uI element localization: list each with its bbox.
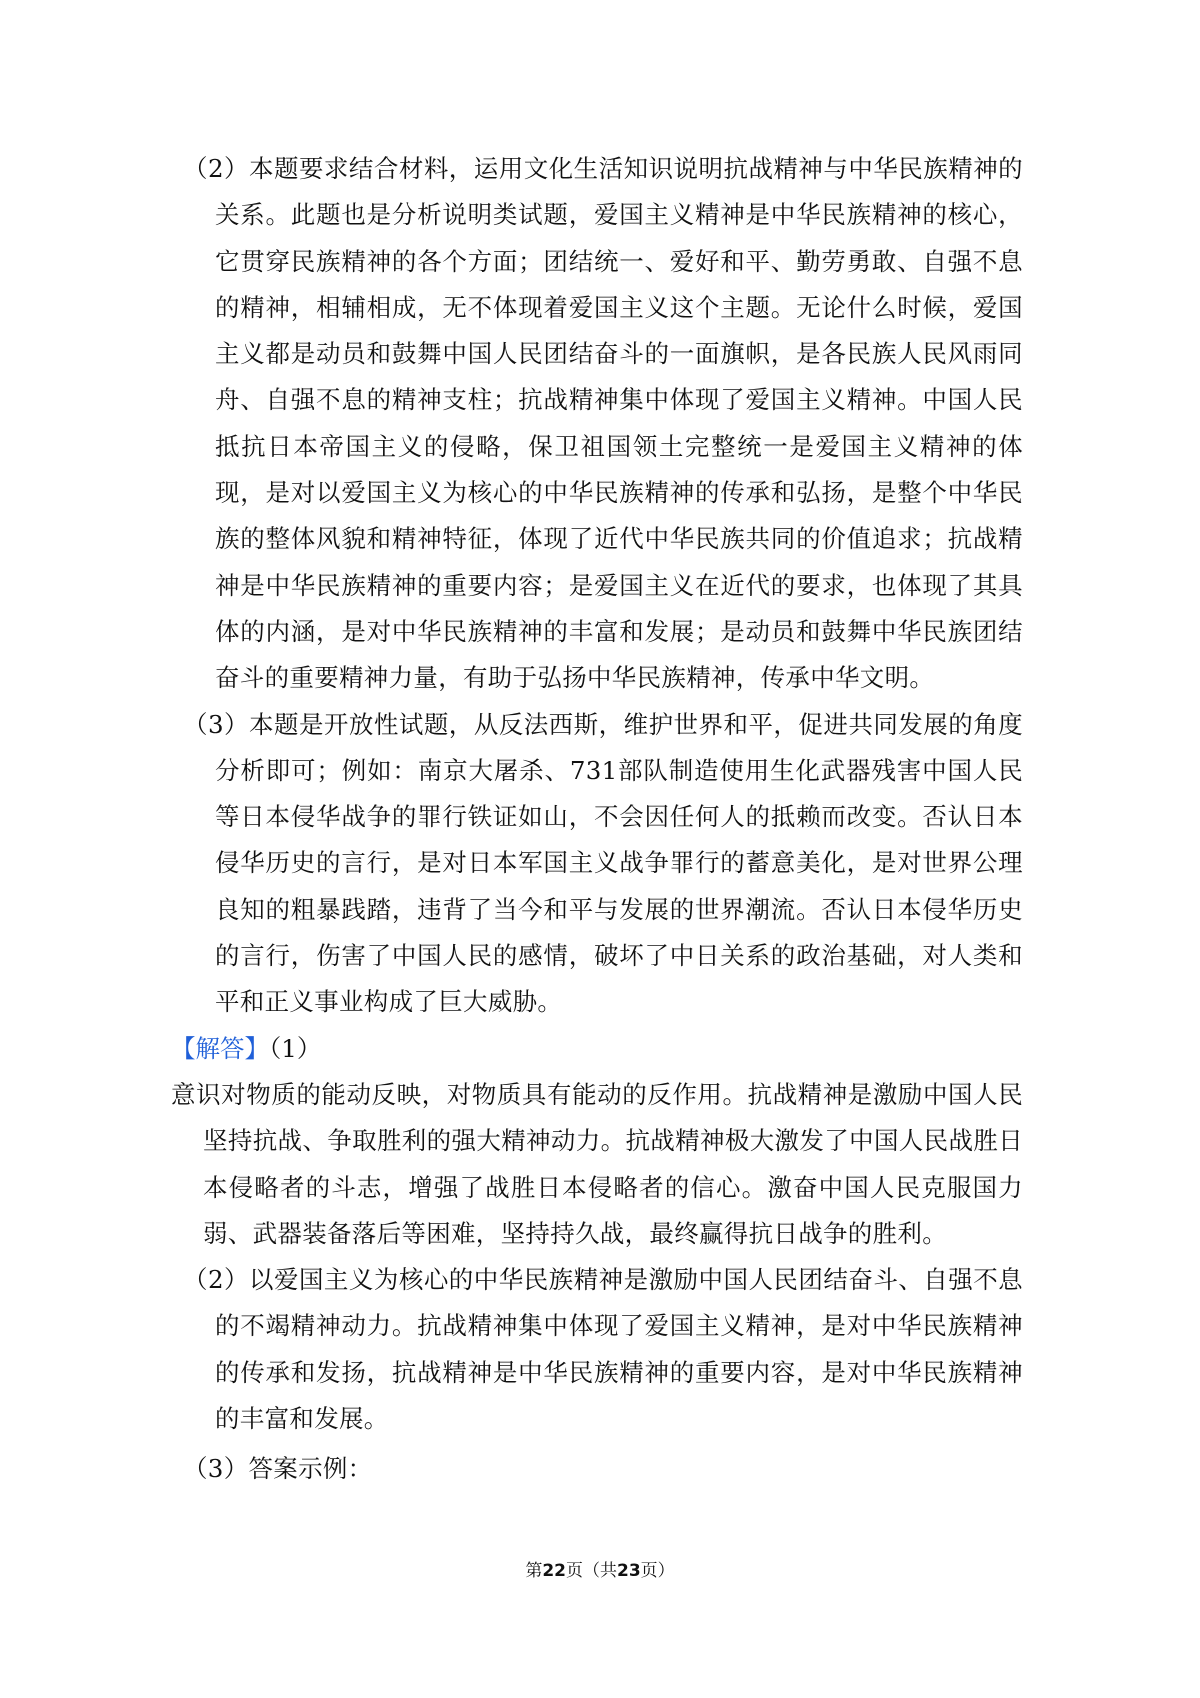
- analysis-paragraph-3: （3）本题是开放性试题，从反法西斯，维护世界和平，促进共同发展的角度分析即可；例如：南京大屠杀、731部队制造使用生化武器残害中国人民等日本侵华战争的罪行铁证如山，不会因任何人的抵赖而改变。否认日本侵华历史的言行，是对日本军国主义战争罪行的蓄意美化，是对世界公理良知的粗暴践踏，违背了当今和平与发展的世界潮流。否认日本侵华历史的言行，伤害了中国人民的感情，破坏了中日关系的政治基础，对人类和平和正义事业构成了巨大威胁。: [183, 709, 1023, 1017]
- answer-heading: [171, 1026, 1023, 1072]
- answer-paragraph-2: （2）以爱国主义为核心的中华民族精神是激励中国人民团结奋斗、自强不息的不竭精神动力。抗战精神集中体现了爱国主义精神，是对中华民族精神的传承和发扬，抗战精神是中华民族精神的重要内容，是对中华民族精神的丰富和发展。: [183, 1265, 1023, 1434]
- footer-page-number: 22: [542, 1561, 566, 1581]
- footer-middle: 页（共: [566, 1561, 617, 1581]
- page-footer: [0, 1556, 1200, 1581]
- answer-label: 【解答】: [171, 1033, 269, 1063]
- footer-total-pages: 23: [617, 1561, 641, 1581]
- answer-label-number: （1）: [269, 1033, 322, 1063]
- analysis-paragraph-2: （2）本题要求结合材料，运用文化生活知识说明抗战精神与中华民族精神的关系。此题也是分析说明类试题，爱国主义精神是中华民族精神的核心，它贯穿民族精神的各个方面；团结统一、爱好和平、勤劳勇敢、自强不息的精神，相辅相成，无不体现着爱国主义这个主题。无论什么时候，爱国主义都是动员和鼓舞中国人民团结奋斗的一面旗帜，是各民族人民风雨同舟、自强不息的精神支柱；抗战精神集中体现了爱国主义精神。中国人民抵抗日本帝国主义的侵略，保卫祖国领土完整统一是爱国主义精神的体现，是对以爱国主义为核心的中华民族精神的传承和弘扬，是整个中华民族的整体风貌和精神特征，体现了近代中华民族共同的价值追求；抗战精神是中华民族精神的重要内容；是爱国主义在近代的要求，也体现了其具体的内涵，是对中华民族精神的丰富和发展；是动员和鼓舞中华民族团结奋斗的重要精神力量，有助于弘扬中华民族精神，传承中华文明。: [183, 154, 1023, 693]
- page-content: [171, 146, 1023, 1493]
- footer-prefix: 第: [525, 1561, 543, 1581]
- answer-paragraph-1: 意识对物质的能动反映，对物质具有能动的反作用。抗战精神是激励中国人民坚持抗战、争取胜利的强大精神动力。抗战精神极大激发了中国人民战胜日本侵略者的斗志，增强了战胜日本侵略者的信心。激奋中国人民克服国力弱、武器装备落后等困难，坚持持久战，最终赢得抗日战争的胜利。: [171, 1079, 1023, 1248]
- answer-paragraph-3: （3）答案示例：: [183, 1454, 373, 1484]
- footer-suffix: 页）: [640, 1561, 675, 1581]
